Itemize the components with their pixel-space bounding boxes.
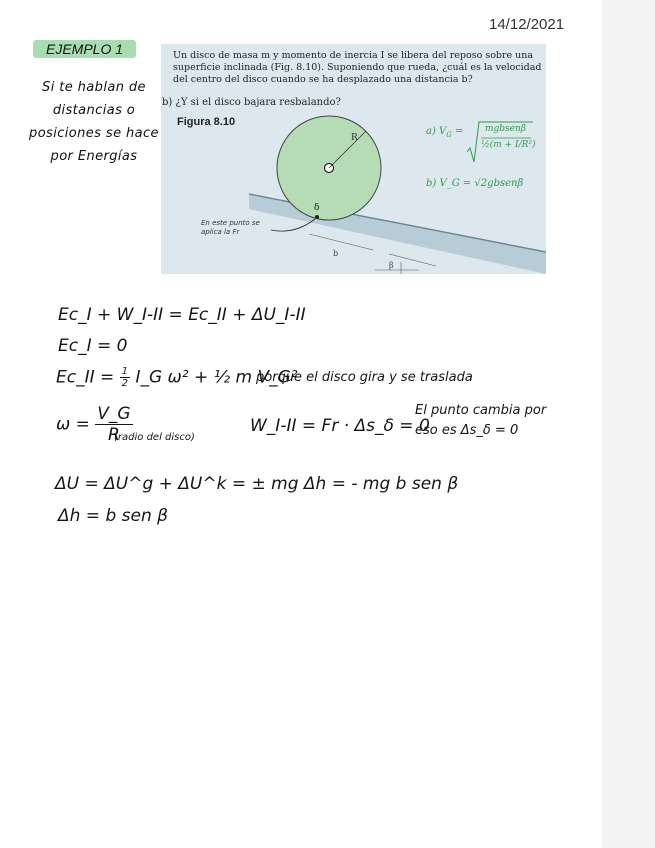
omega-note: (radio del disco) — [114, 432, 195, 443]
distance-line — [309, 234, 373, 250]
answer-a-prefix: a) $V_G$ = — [426, 126, 464, 139]
answer-a-numerator: mgbsenβ — [485, 124, 527, 134]
answer-b: b) V_G = √2gbsenβ — [426, 178, 524, 189]
contact-annotation: En este punto se aplica la Fr — [201, 219, 260, 236]
ec2-right: I_G ω² + ½ m V_G² — [135, 367, 298, 388]
contact-label: δ — [314, 203, 320, 213]
page-gutter — [602, 0, 655, 848]
angle-label: β — [389, 261, 394, 270]
figure-label: Figura 8.10 — [177, 116, 236, 128]
distance-line-2 — [389, 254, 436, 266]
work-note-line-1: El punto cambia por — [415, 403, 547, 418]
contact-point — [315, 215, 319, 219]
delta-h-equation: Δh = b sen β — [58, 506, 168, 526]
potential-equation: ΔU = ΔU^g + ΔU^k = ± mg Δh = - mg b sen β — [55, 474, 459, 494]
ec2-left: Ec_II = — [56, 367, 115, 388]
ec1-equation: Ec_I = 0 — [58, 336, 128, 356]
problem-text: Un disco de masa m y momento de inercia I se libera del reposo sobre una superficie inclinada (Fig. 8.10). Suponiendo que rueda, ¿cuál es la velocidad del centro del disco cuando se ha desplazado una distancia b? — [173, 50, 542, 85]
answer-a-denominator: ½(m + I/R²) — [481, 140, 536, 150]
side-note: Si te hablan de distancias o posiciones se hace por Energías — [29, 80, 159, 164]
energy-balance-equation: Ec_I + W_I-II = Ec_II + ΔU_I-II — [58, 305, 306, 325]
work-note-line-2: eso es Δs_δ = 0 — [415, 423, 519, 438]
work-equation: W_I-II = Fr · Δs_δ = 0 — [250, 416, 430, 436]
problem-part-b: b) ¿Y si el disco bajara resbalando? — [162, 97, 341, 108]
incline-diagram — [161, 44, 546, 274]
example-title: EJEMPLO 1 — [33, 40, 136, 58]
distance-label: b — [333, 249, 339, 258]
ec2-half-fraction: $\frac{1}{2}$ — [121, 366, 129, 389]
problem-figure — [161, 44, 546, 274]
ec2-note: porque el disco gira y se traslada — [256, 370, 473, 385]
omega-fraction: $\frac{V\_G}{R}$ — [97, 404, 131, 445]
omega-left: ω = — [56, 414, 90, 435]
date-label: 14/12/2021 — [489, 16, 565, 33]
radius-label: R — [351, 133, 358, 143]
